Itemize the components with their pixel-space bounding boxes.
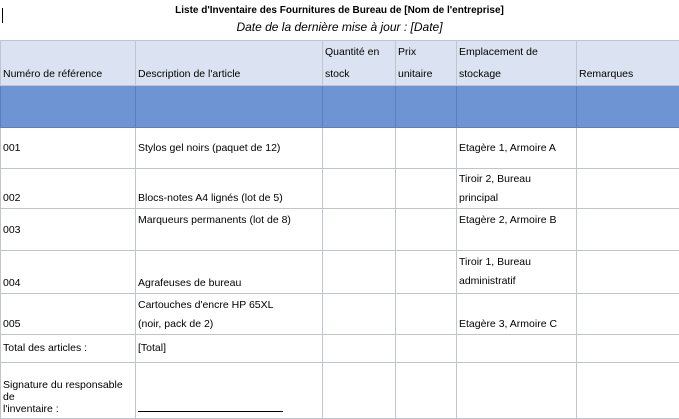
signature-field[interactable] <box>136 363 323 419</box>
description-cell[interactable]: Marqueurs permanents (lot de 8) <box>136 209 323 251</box>
remarks-cell[interactable] <box>577 251 679 294</box>
header-reference[interactable]: Numéro de référence <box>1 41 136 86</box>
price-cell[interactable] <box>396 128 457 169</box>
ref-cell[interactable]: 004 <box>1 251 136 294</box>
description-cell[interactable]: Cartouches d'encre HP 65XL (noir, pack de 2) <box>136 294 323 335</box>
inventory-table <box>0 40 679 419</box>
quantity-cell[interactable] <box>323 169 396 209</box>
band-cell[interactable] <box>323 86 396 128</box>
empty-cell[interactable] <box>457 363 577 419</box>
price-cell[interactable] <box>396 209 457 251</box>
empty-cell[interactable] <box>577 335 679 363</box>
band-cell[interactable] <box>396 86 457 128</box>
location-cell[interactable]: Tiroir 1, Bureau administratif <box>457 251 577 294</box>
ref-cell[interactable]: 003 <box>1 209 136 251</box>
empty-cell[interactable] <box>396 363 457 419</box>
location-cell[interactable]: Etagère 1, Armoire A <box>457 128 577 169</box>
remarks-cell[interactable] <box>577 169 679 209</box>
empty-cell[interactable] <box>577 363 679 419</box>
header-quantity[interactable]: Quantité en stock <box>323 41 396 86</box>
header-remarks[interactable]: Remarques <box>577 41 679 86</box>
table-row <box>1 251 679 294</box>
ref-cell[interactable]: 002 <box>1 169 136 209</box>
signature-line <box>138 410 283 412</box>
table-row <box>1 128 679 169</box>
signature-label[interactable]: Signature du responsable de l'inventaire : <box>1 363 136 419</box>
quantity-cell[interactable] <box>323 251 396 294</box>
table-row <box>1 209 679 251</box>
remarks-cell[interactable] <box>577 294 679 335</box>
band-cell[interactable] <box>577 86 679 128</box>
empty-cell[interactable] <box>457 335 577 363</box>
price-cell[interactable] <box>396 169 457 209</box>
price-cell[interactable] <box>396 294 457 335</box>
quantity-cell[interactable] <box>323 128 396 169</box>
header-unit-price[interactable]: Prix unitaire <box>396 41 457 86</box>
ref-cell[interactable]: 001 <box>1 128 136 169</box>
price-cell[interactable] <box>396 251 457 294</box>
empty-cell[interactable] <box>323 335 396 363</box>
document-subtitle: Date de la dernière mise à jour : [Date] <box>0 20 679 34</box>
band-cell[interactable] <box>1 86 136 128</box>
remarks-cell[interactable] <box>577 128 679 169</box>
quantity-cell[interactable] <box>323 209 396 251</box>
table-row <box>1 169 679 209</box>
total-value[interactable]: [Total] <box>136 335 323 363</box>
location-cell[interactable]: Tiroir 2, Bureau principal <box>457 169 577 209</box>
band-cell[interactable] <box>136 86 323 128</box>
table-row <box>1 294 679 335</box>
description-cell[interactable]: Agrafeuses de bureau <box>136 251 323 294</box>
document-title: Liste d'Inventaire des Fournitures de Bureau de [Nom de l'entreprise] <box>0 5 679 16</box>
quantity-cell[interactable] <box>323 294 396 335</box>
band-cell[interactable] <box>457 86 577 128</box>
header-location[interactable]: Emplacement de stockage <box>457 41 577 86</box>
description-cell[interactable]: Stylos gel noirs (paquet de 12) <box>136 128 323 169</box>
location-cell[interactable]: Etagère 3, Armoire C <box>457 294 577 335</box>
header-row <box>1 41 679 86</box>
header-description[interactable]: Description de l'article <box>136 41 323 86</box>
location-cell[interactable]: Etagère 2, Armoire B <box>457 209 577 251</box>
empty-cell[interactable] <box>323 363 396 419</box>
signature-row <box>1 363 679 419</box>
total-label[interactable]: Total des articles : <box>1 335 136 363</box>
remarks-cell[interactable] <box>577 209 679 251</box>
empty-cell[interactable] <box>396 335 457 363</box>
blue-band-row <box>1 86 679 128</box>
ref-cell[interactable]: 005 <box>1 294 136 335</box>
total-row <box>1 335 679 363</box>
description-cell[interactable]: Blocs-notes A4 lignés (lot de 5) <box>136 169 323 209</box>
